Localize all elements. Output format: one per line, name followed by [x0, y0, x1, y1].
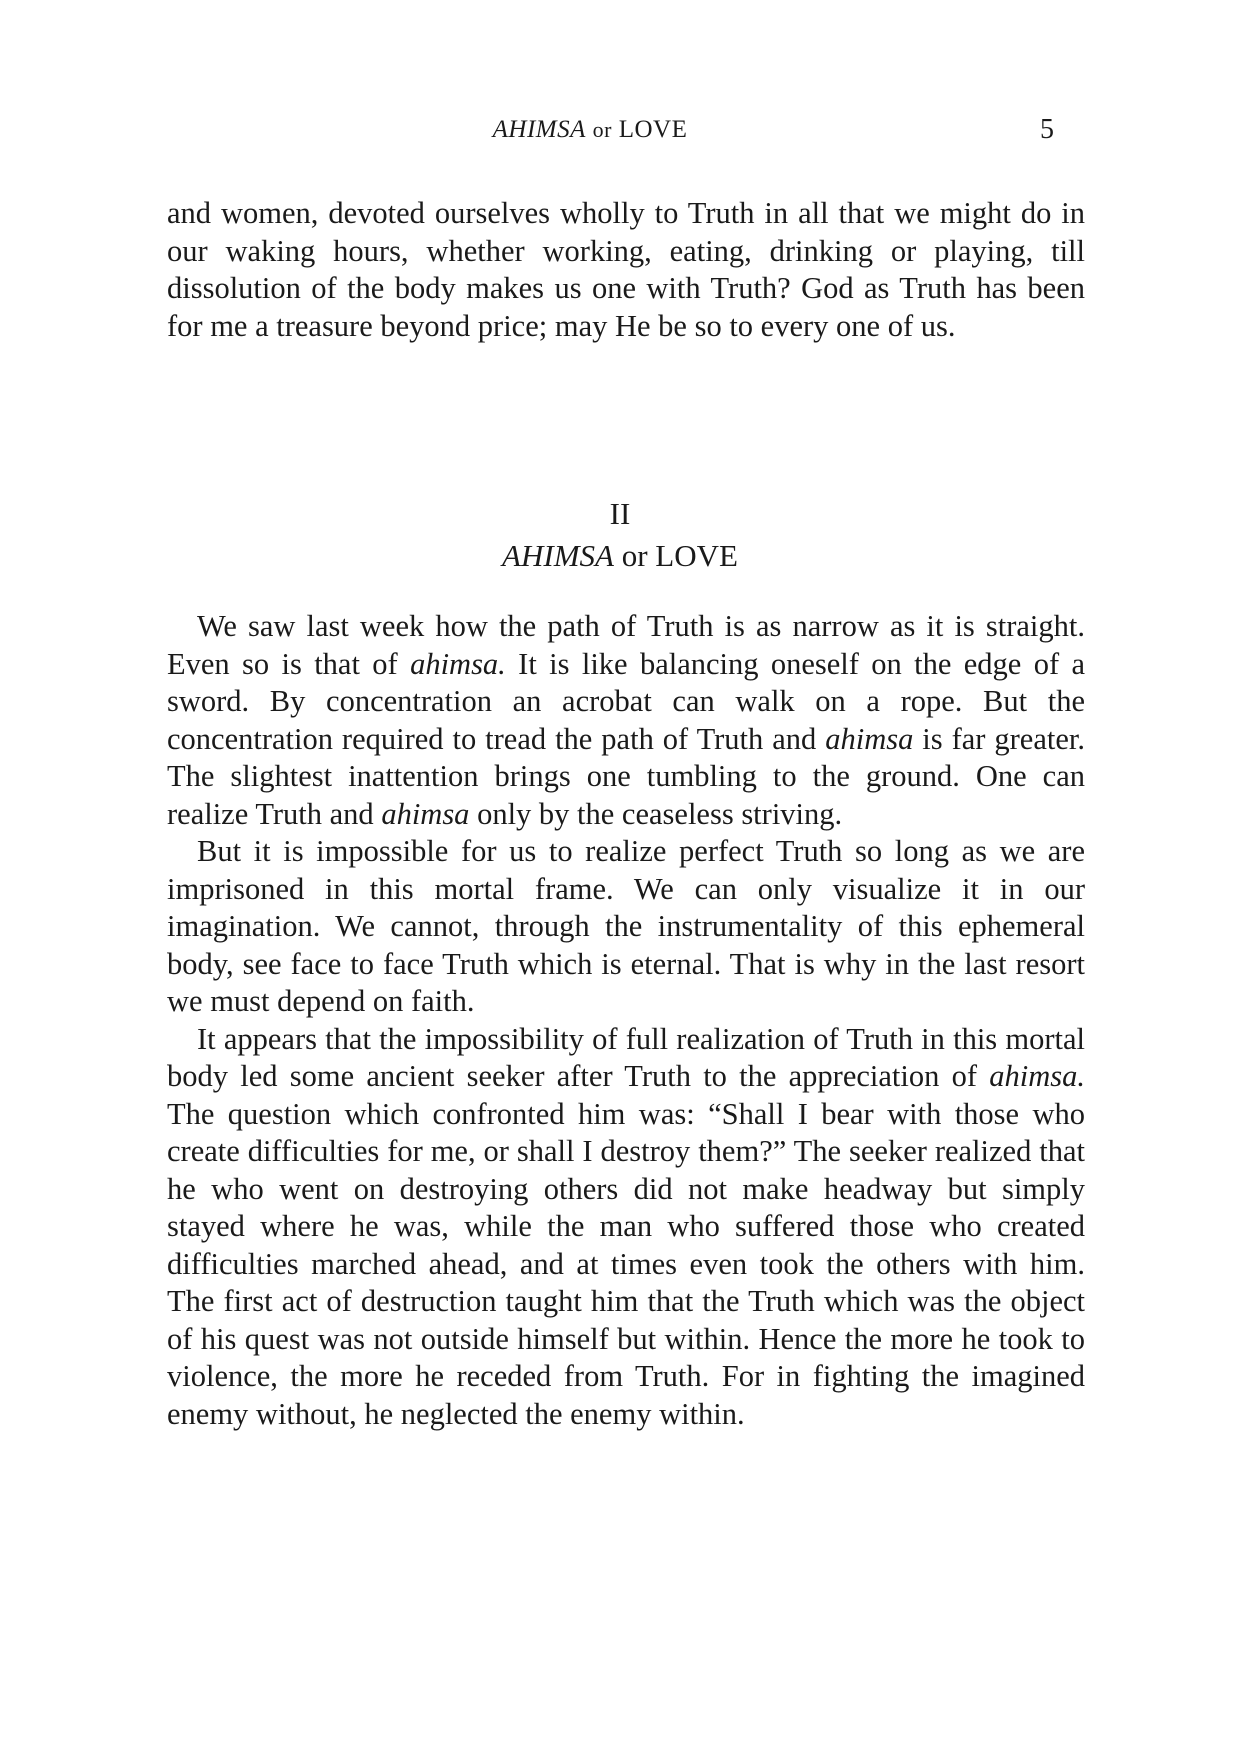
- main-text-block: [167, 608, 1085, 1433]
- carryover-paragraph: and women, devoted ourselves wholly to Truth in all that we might do in our waking hours, whether working, eating, drinking or playing, till dissolution of the body makes us one with Truth? God as Truth has been for me a treasure beyond price; may He be so to every one of us.: [167, 196, 1085, 343]
- paragraph-2: But it is impossible for us to realize perfect Truth so long as we are imprisoned in this mortal frame. We can only visualize it in our imagination. We cannot, through the instrumentality of this ephemeral body, see face to face Truth which is eternal. That is why in the last resort we must depend on faith.: [167, 834, 1085, 1018]
- section-heading: [0, 493, 1240, 577]
- running-header: [0, 116, 1240, 156]
- paragraph-1-italic-b: ahimsa.: [410, 646, 506, 681]
- paragraph-1-italic-f: ahimsa: [381, 796, 470, 831]
- running-title-rest: LOVE: [618, 116, 688, 143]
- section-numeral: II: [609, 496, 631, 531]
- paragraph-3-text-a: It appears that the impossibility of full realization of Truth in this mortal body led some ancient seeker after Truth to the appreciation of: [167, 1021, 1085, 1093]
- paragraph-1-text-e: is far greater. The slightest inattention brings one tumbling to the ground. One can realize Truth and: [167, 721, 1085, 831]
- paragraph-1: [167, 608, 1085, 833]
- paragraph-3: [167, 1021, 1085, 1434]
- paragraph-3-text-c: The question which confronted him was: “Shall I bear with those who create difficulties for me, or shall I destroy them?” The seeker realized that he who went on destroying others did not make headway but simply stayed where he was, while the man who suffered those who created difficulties marched ahead, and at times even took the others with him. The first act of destruction taught him that the Truth which was the object of his quest was not outside himself but within. Hence the more he took to violence, the more he receded from Truth. For in fighting the imagined enemy without, he neglected the enemy within.: [167, 1096, 1085, 1431]
- section-title-rest: or LOVE: [613, 538, 738, 573]
- section-title-italic: AHIMSA: [502, 538, 614, 573]
- page-number: 5: [1040, 114, 1054, 145]
- running-title-italic: AHIMSA: [492, 116, 586, 143]
- paragraph-1-text-c: It is like balancing oneself on the edge of a sword. By concentration an acrobat can walk on a rope. But the concentration required to tread the path of Truth and: [167, 646, 1085, 756]
- paragraph-1-text-a: We saw last week how the path of Truth is as narrow as it is straight. Even so is that of: [167, 609, 1085, 681]
- running-title: [420, 116, 760, 144]
- paragraph-1-italic-d: ahimsa: [825, 721, 914, 756]
- running-title-or: or: [592, 117, 612, 142]
- section-title: [0, 535, 1240, 577]
- paragraph-1-text-g: only by the ceaseless striving.: [469, 796, 843, 831]
- carryover-text-block: [167, 195, 1085, 345]
- paragraph-3-italic-b: ahimsa.: [989, 1059, 1085, 1093]
